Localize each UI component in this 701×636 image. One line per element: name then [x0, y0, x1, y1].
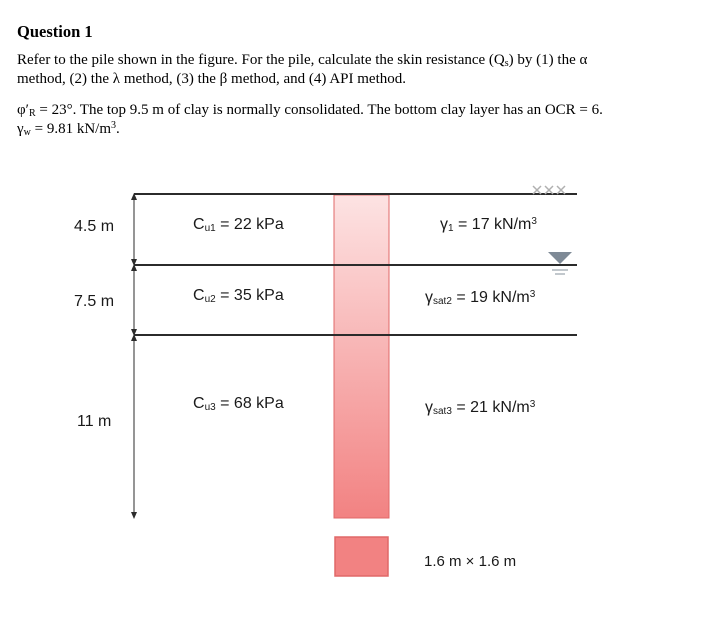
cu1-symbol: C — [193, 216, 205, 233]
gamma-sat2-value: = 19 kN/m — [451, 289, 530, 306]
problem-statement — [17, 51, 687, 89]
gamma-sat2-label — [425, 289, 535, 307]
given-data — [17, 101, 687, 139]
cu3-symbol: C — [193, 395, 205, 412]
gamma-sat2-symbol: γ — [425, 289, 433, 306]
pile-figure — [0, 180, 701, 600]
gamma1-value: = 17 kN/m — [453, 216, 532, 233]
gamma-sat2-subscript: sat2 — [433, 296, 452, 307]
gamma1-label — [440, 216, 537, 234]
ground-hatch-icon — [533, 186, 565, 194]
problem-text-3: method, (2) the λ method, (3) the β method, and (4) API method. — [17, 71, 406, 87]
gamma-sat3-symbol: γ — [425, 399, 433, 416]
cu2-label — [193, 287, 284, 305]
gamma1-superscript: 3 — [531, 216, 537, 227]
cu1-value: = 22 kPa — [215, 216, 284, 233]
gamma-sat3-label — [425, 399, 535, 417]
cu2-value: = 35 kPa — [215, 287, 284, 304]
cu3-subscript: u3 — [204, 402, 216, 413]
cu1-label — [193, 216, 284, 234]
phi-subscript: R — [28, 108, 36, 119]
cu3-value: = 68 kPa — [215, 395, 284, 412]
cu2-subscript: u2 — [204, 294, 216, 305]
gamma1-symbol: γ — [440, 216, 448, 233]
problem-text-2: ) by (1) the α — [508, 52, 588, 68]
pile-cross-section — [335, 537, 388, 576]
unit-superscript: 3 — [111, 120, 117, 131]
depth-label-layer-2: 7.5 m — [74, 293, 115, 310]
depth-label-layer-3: 11 m — [77, 413, 112, 430]
problem-text-1: Refer to the pile shown in the figure. For the pile, calculate the skin resistance (Q — [17, 52, 505, 68]
phi-symbol: φ′ — [17, 102, 29, 118]
skin-resistance-subscript: s — [504, 58, 509, 69]
pile-diagram — [0, 180, 701, 600]
dimension-arrow-bottom — [131, 512, 137, 519]
gamma-w-subscript: w — [23, 127, 31, 138]
cu1-subscript: u1 — [204, 223, 216, 234]
gamma1-subscript: 1 — [448, 223, 454, 234]
question-title: Question 1 — [17, 22, 93, 41]
cross-section-label: 1.6 m × 1.6 m — [424, 553, 517, 570]
gamma-sat3-superscript: 3 — [529, 399, 536, 410]
gamma-w-symbol: γ — [17, 121, 24, 137]
cu2-symbol: C — [193, 287, 205, 304]
given-text-3: . — [116, 121, 120, 137]
given-text-1: = 23°. The top 9.5 m of clay is normally consolidated. The bottom clay layer has an OCR = 6. — [35, 102, 603, 118]
gamma-sat2-superscript: 3 — [529, 289, 536, 300]
given-text-2: = 9.81 kN/m — [30, 121, 112, 137]
pile-shaft — [334, 195, 389, 518]
gamma-sat3-value: = 21 kN/m — [451, 399, 530, 416]
water-table-icon — [548, 252, 572, 274]
cu3-label — [193, 395, 284, 413]
depth-label-layer-1: 4.5 m — [74, 218, 115, 235]
gamma-sat3-subscript: sat3 — [433, 406, 452, 417]
